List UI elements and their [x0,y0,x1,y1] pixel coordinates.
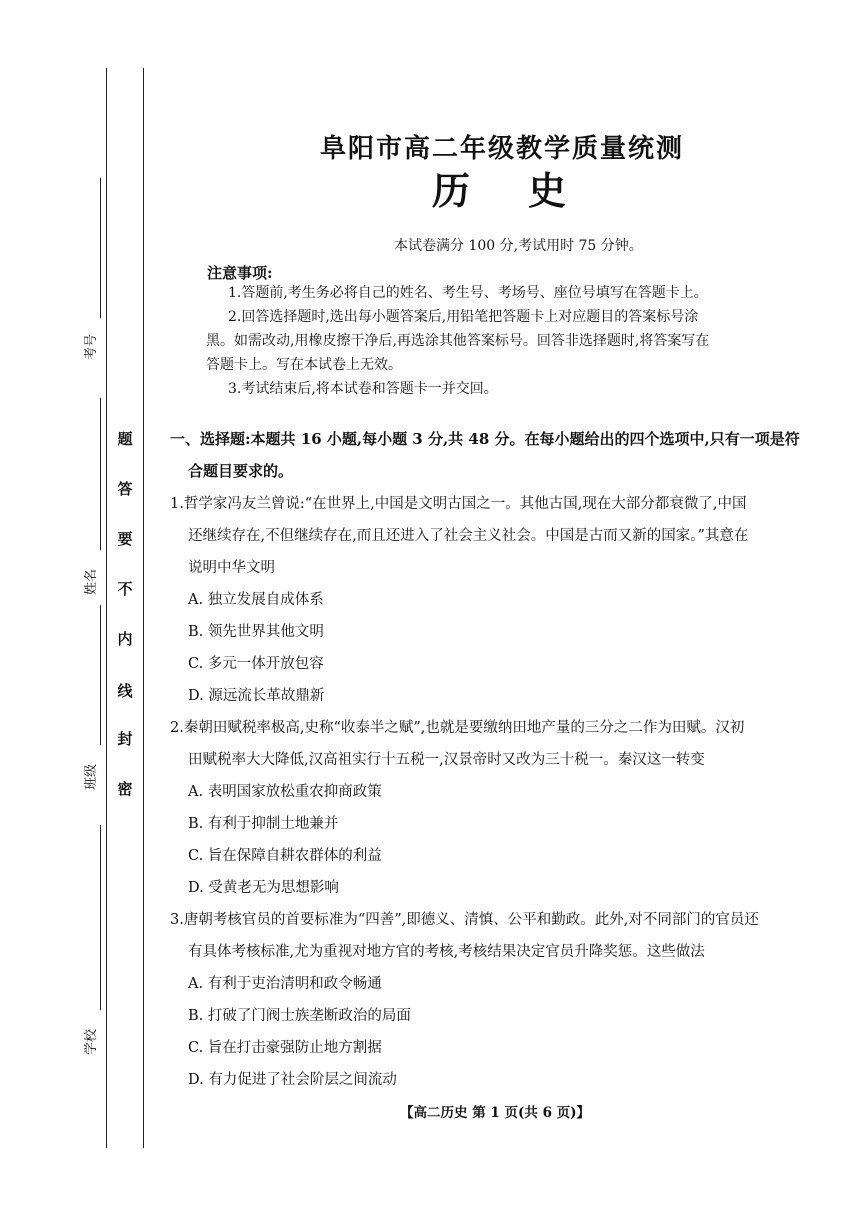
class-label: 班级 [84,763,99,790]
question-text: 还继续存在,不但继续存在,而且还进入了社会主义社会。中国是古而又新的国家。”其意在 [188,528,749,544]
answer-option: C. 多元一体开放包容 [188,656,324,672]
question-text: 说明中华文明 [188,560,275,576]
exam-info: 本试卷满分 100 分,考试用时 75 分钟。 [394,238,643,254]
answer-option: B. 领先世界其他文明 [188,624,324,640]
exam-title: 阜阳市高二年级教学质量统测 [320,134,685,164]
answer-option: A. 表明国家放松重农抑商政策 [188,784,382,800]
margin-line-outer [106,68,107,1148]
seal-char: 不 [117,580,133,598]
notice-item: 答题卡上。写在本试卷上无效。 [206,357,402,373]
seal-char: 封 [117,730,133,748]
school-label: 学校 [84,1028,99,1055]
margin-line-inner [143,68,144,1148]
exam-no-underline [100,178,101,318]
answer-option: D. 受黄老无为思想影响 [188,880,339,896]
seal-char: 题 [117,430,133,448]
answer-option: C. 旨在保障自耕农群体的利益 [188,848,382,864]
answer-option: C. 旨在打击豪强防止地方割据 [188,1040,382,1056]
answer-option: B. 打破了门阀士族垄断政治的局面 [188,1008,411,1024]
question-text: 2.秦朝田赋税率极高,史称“收泰半之赋”,也就是要缴纳田地产量的三分之二作为田赋。汉初 [170,720,745,736]
notice-item: 1.答题前,考生务必将自己的姓名、考生号、考场号、座位号填写在答题卡上。 [228,285,708,301]
section-heading: 合题目要求的。 [188,462,294,480]
notice-title: 注意事项: [207,264,273,282]
section-heading: 一、选择题:本题共 16 小题,每小题 3 分,共 48 分。在每小题给出的四个选项中,只有一项是符 [170,430,800,448]
exam-no-label: 考号 [84,333,99,360]
seal-char: 密 [117,780,133,798]
notice-item: 2.回答选择题时,选出每小题答案后,用铅笔把答题卡上对应题目的答案标号涂 [228,309,699,325]
question-text: 3.唐朝考核官员的首要标准为“四善”,即德义、清慎、公平和勤政。此外,对不同部门的官员还 [170,912,759,928]
seal-char: 要 [117,530,133,548]
answer-option: A. 独立发展自成体系 [188,592,324,608]
seal-char: 答 [117,480,133,498]
notice-item: 3.考试结束后,将本试卷和答题卡一并交回。 [228,381,498,397]
question-text: 田赋税率大大降低,汉高祖实行十五税一,汉景帝时又改为三十税一。秦汉这一转变 [188,752,705,768]
seal-char: 线 [117,682,133,700]
page-footer: 【高二历史 第 1 页(共 6 页)】 [400,1105,591,1121]
seal-char: 内 [117,630,133,648]
answer-option: D. 有力促进了社会阶层之间流动 [188,1072,397,1088]
answer-option: B. 有利于抑制土地兼并 [188,816,339,832]
class-underline [100,605,101,745]
name-underline [100,398,101,550]
answer-option: D. 源远流长革故鼎新 [188,688,325,704]
question-text: 有具体考核标准,尤为重视对地方官的考核,考核结果决定官员升降奖惩。这些做法 [188,944,705,960]
question-text: 1.哲学家冯友兰曾说:“在世界上,中国是文明古国之一。其他古国,现在大部分都衰微了,中国 [170,496,747,512]
subject-title: 历史 [432,169,625,213]
school-underline [100,825,101,1010]
answer-option: A. 有利于吏治清明和政令畅通 [188,976,382,992]
notice-item: 黑。如需改动,用橡皮擦干净后,再选涂其他答案标号。回答非选择题时,将答案写在 [206,333,710,349]
name-label: 姓名 [84,568,99,595]
